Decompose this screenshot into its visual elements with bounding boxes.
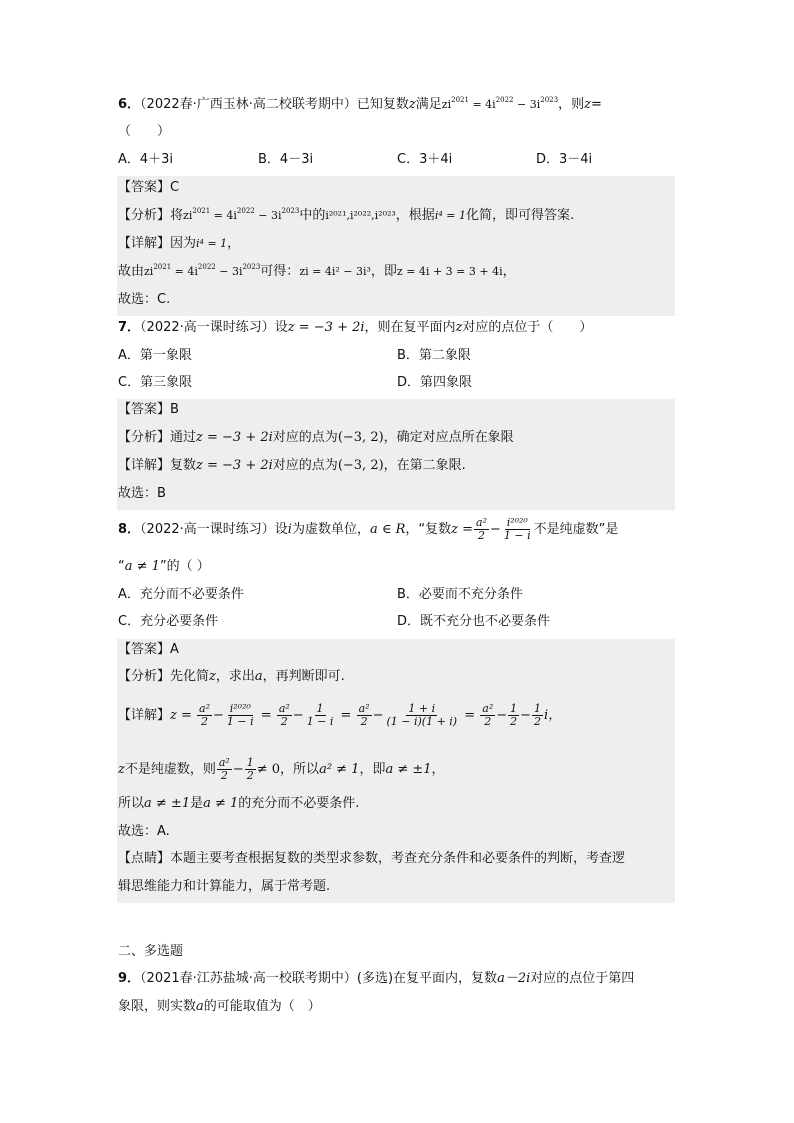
q6-option-c: C．3＋4i	[397, 152, 453, 167]
q8-comment: 【点睛】本题主要考查根据复数的类型求参数，考查充分条件和必要条件的判断，考查逻	[118, 851, 626, 866]
q8-answer: 【答案】A	[118, 642, 179, 657]
q6-paren: （ ）	[118, 124, 171, 139]
q7-option-d: D．第四象限	[397, 375, 473, 390]
q7-option-b: B．第二象限	[397, 348, 471, 363]
q7-option-c: C．第三象限	[118, 375, 193, 390]
q6-choose: 故选：C.	[118, 292, 171, 307]
q8-detail-3: 所以a ≠ ±1是a ≠ 1的充分而不必要条件.	[118, 796, 360, 811]
q8-option-c: C．充分必要条件	[118, 614, 219, 629]
q7-stem: 7．（2022·高一课时练习）设z = −3 + 2i，则在复平面内z对应的点位于（ ）	[118, 320, 593, 335]
q6-stem: 6．（2022春·广西玉林·高二校联考期中）已知复数z满足$zi^{2021} = 4i^{2022} - 3i^{2023}$，则z=	[118, 96, 602, 112]
q6-detail: 【详解】因为i⁴ = 1，	[118, 236, 241, 251]
q9-stem-2: 象限，则实数a的可能取值为（ ）	[118, 999, 321, 1014]
q6-option-b: B．4－3i	[258, 152, 314, 167]
q9-stem: 9．（2021春·江苏盐城·高一校联考期中）(多选)在复平面内，复数a－2i对应的点位于第四	[118, 971, 635, 986]
q6-analysis: 【分析】将$zi^{2021} = 4i^{2022} - 3i^{2023}$中的i²⁰²¹,i²⁰²²,i²⁰²³，根据i⁴ = 1化简，即可得答案.	[118, 207, 575, 223]
q7-option-a: A．第一象限	[118, 348, 192, 363]
q6-detail-2: 故由$zi^{2021} = 4i^{2022} - 3i^{2023}$可得：zi = 4i² − 3i³，即z = 4i + 3 = 3 + 4i，	[118, 263, 516, 279]
q6-option-a: A．4＋3i	[118, 152, 174, 167]
section-title: 二、多选题	[118, 944, 184, 959]
q7-analysis: 【分析】通过z = −3 + 2i对应的点为(−3, 2)，确定对应点所在象限	[118, 430, 514, 445]
q8-detail: 【详解】z = $\frac{\text{a²}}{2}$ − $\frac{\text{i²⁰²⁰}}{1 - i}$ = $\frac{\text{a²}}{2}$ − $\frac{1}{1 - i}$ = $\frac{\text{a²}}{2}$ − $\frac{1 + i}{(1 - i)(1 + i)}$ = $\frac{\text{a²}}{2}$ − $\frac{1}{2}$ − $\frac{1}{2}$ i，	[118, 702, 562, 728]
q7-choose: 故选：B	[118, 486, 166, 501]
q8-option-d: D．既不充分也不必要条件	[397, 614, 551, 629]
q8-stem: 8．（2022·高一课时练习）设i为虚数单位，a ∈ R，“复数z = $\frac{\text{a²}}{2}$ − $\frac{\text{i²⁰²⁰}}{1 - i}$ 不是纯虚数”是	[118, 516, 619, 542]
q8-option-a: A．充分而不必要条件	[118, 587, 244, 602]
q8-choose: 故选：A.	[118, 824, 170, 839]
q8-option-b: B．必要而不充分条件	[397, 587, 523, 602]
q8-analysis: 【分析】先化简z，求出a，再判断即可.	[118, 669, 345, 684]
q8-detail-2: z不是纯虚数，则 $\frac{\text{a²}}{2}$ − $\frac{1}{2}$ ≠ 0，所以a² ≠ 1，即a ≠ ±1，	[118, 756, 445, 782]
q8-stem-2: “a ≠ 1”的（ ）	[118, 559, 210, 574]
q7-answer: 【答案】B	[118, 402, 179, 417]
q7-solution-box	[117, 399, 675, 510]
q6-option-d: D．3－4i	[536, 152, 593, 167]
q6-answer: 【答案】C	[118, 180, 180, 195]
q7-detail: 【详解】复数z = −3 + 2i对应的点为(−3, 2)，在第二象限.	[118, 458, 466, 473]
q8-comment-2: 辑思维能力和计算能力，属于常考题.	[118, 879, 331, 894]
